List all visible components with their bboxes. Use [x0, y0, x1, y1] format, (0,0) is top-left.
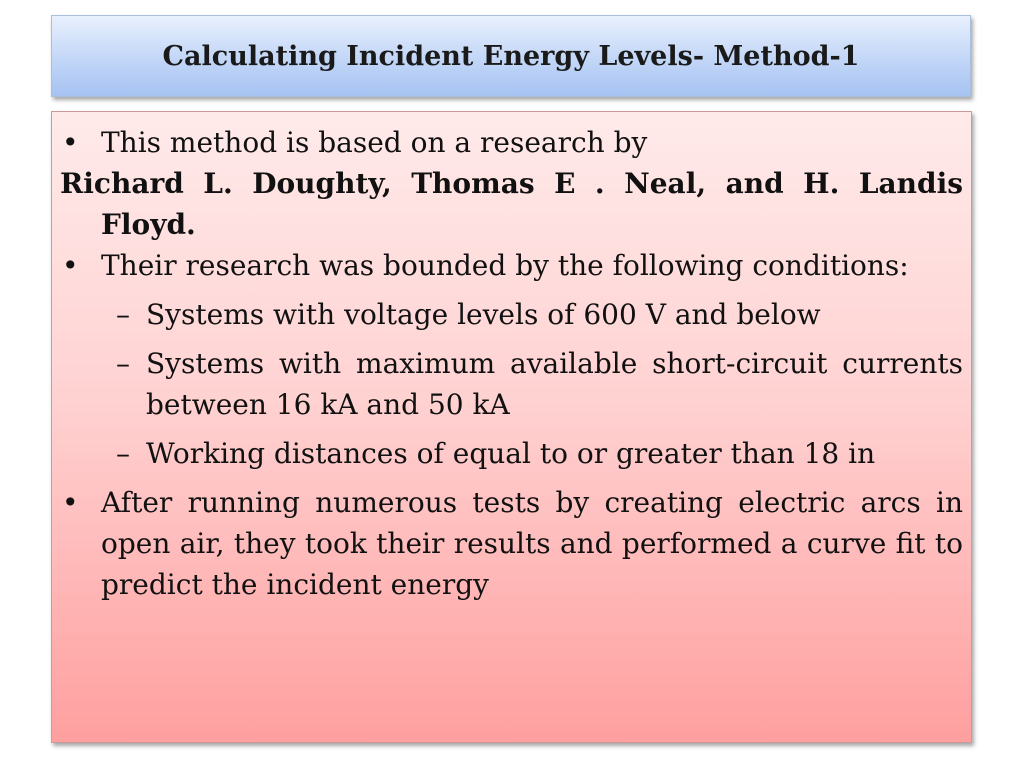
bullet-item	[60, 245, 963, 286]
bullet-marker: •	[62, 486, 79, 519]
sub-bullet-text: Working distances of equal to or greater than 18 in	[146, 437, 876, 470]
slide-title-box	[51, 15, 971, 97]
slide-body	[60, 122, 963, 605]
bullet-text: This method is based on a research by	[101, 126, 648, 159]
bullet-marker: •	[62, 126, 79, 159]
bullet-text: Their research was bounded by the following conditions:	[101, 249, 909, 282]
sub-bullet-item	[60, 343, 963, 425]
sub-bullet-text: Systems with maximum available short-circuit currents between 16 kA and 50 kA	[146, 347, 963, 421]
bullet-item	[60, 482, 963, 605]
slide-content-box	[51, 111, 972, 743]
bullet-marker: •	[62, 249, 79, 282]
dash-marker: –	[116, 437, 130, 470]
dash-marker: –	[116, 347, 130, 380]
slide-title: Calculating Incident Energy Levels- Method-1	[162, 40, 860, 72]
authors-line	[60, 163, 963, 245]
bullet-item	[60, 122, 963, 163]
authors-text: Richard L. Doughty, Thomas E . Neal, and H. Landis Floyd.	[60, 167, 963, 241]
sub-bullet-item	[60, 294, 963, 335]
bullet-text: After running numerous tests by creating electric arcs in open air, they took their results and performed a curve fit to predict the incident energy	[101, 486, 963, 601]
sub-bullet-text: Systems with voltage levels of 600 V and below	[146, 298, 821, 331]
sub-bullet-item	[60, 433, 963, 474]
dash-marker: –	[116, 298, 130, 331]
